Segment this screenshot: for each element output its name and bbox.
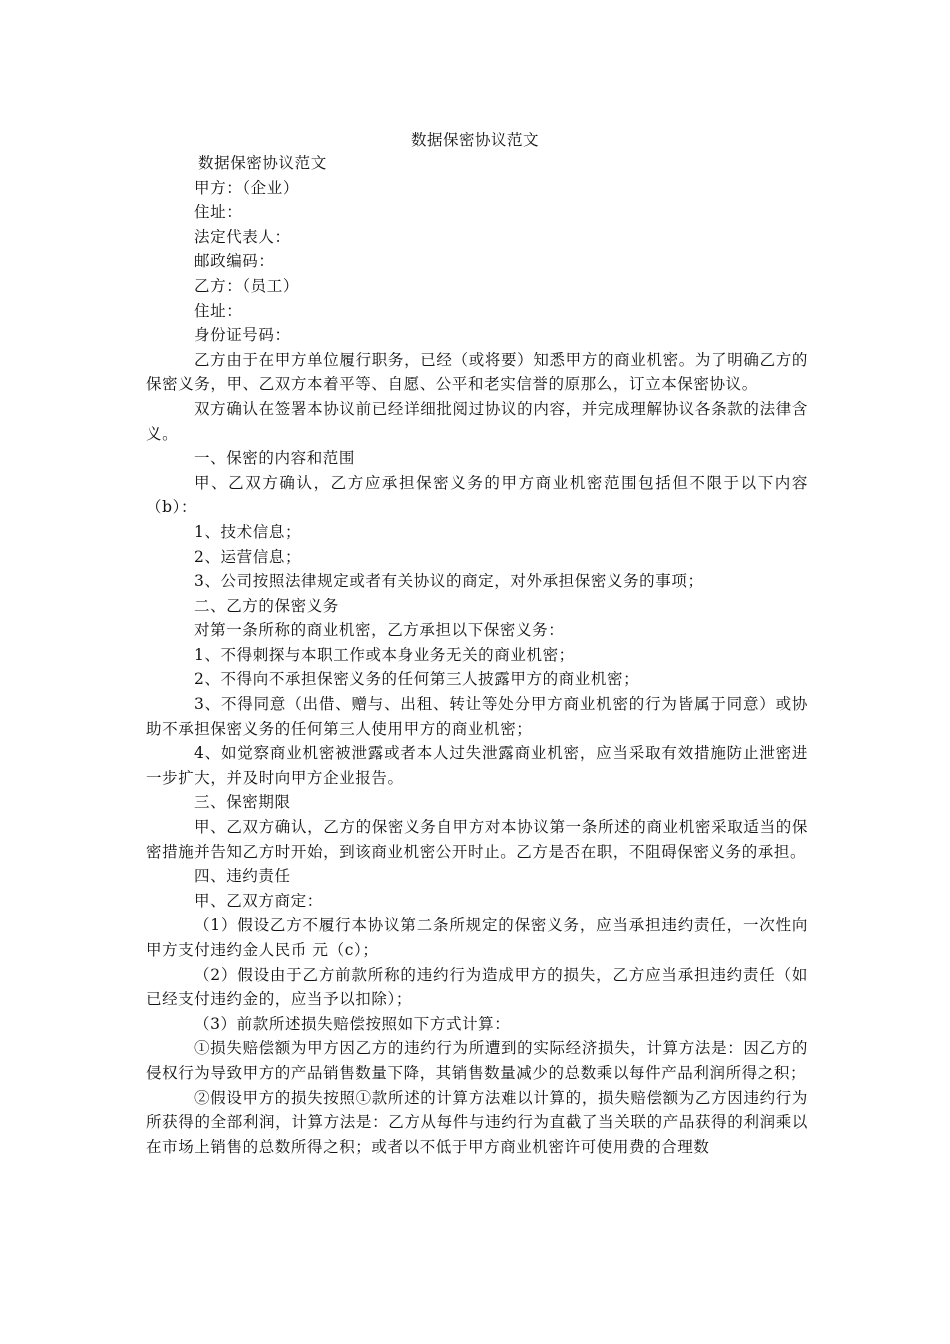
paragraph: 2、不得向不承担保密义务的任何第三人披露甲方的商业机密；	[194, 670, 640, 689]
paragraph: 1、技术信息；	[194, 522, 302, 541]
paragraph: 三、保密期限	[194, 793, 291, 812]
paragraph: 一、保密的内容和范围	[194, 449, 356, 468]
document-body	[146, 151, 808, 1159]
paragraph: 住址：	[194, 301, 243, 320]
paragraph: 甲、乙双方商定：	[194, 891, 323, 910]
paragraph: ②假设甲方的损失按照①款所述的计算方法难以计算的，损失赔偿额为乙方因违约行为所获得的全部利润，计算方法是：乙方从每件与违约行为直截了当关联的产品获得的利润乘以在市场上销售的总数所得之积；或者以不低于甲方商业机密许可使用费的合理数	[146, 1088, 808, 1156]
paragraph: 甲、乙双方确认，乙方的保密义务自甲方对本协议第一条所述的商业机密采取适当的保密措施并告知乙方时开始，到该商业机密公开时止。乙方是否在职，不阻碍保密义务的承担。	[146, 818, 808, 861]
paragraph: 身份证号码：	[194, 326, 291, 345]
paragraph: （2）假设由于乙方前款所称的违约行为造成甲方的损失，乙方应当承担违约责任（如已经支付违约金的，应当予以扣除）；	[146, 965, 808, 1009]
paragraph: 甲、乙双方确认，乙方应承担保密义务的甲方商业机密范围包括但不限于以下内容（b）：	[146, 473, 808, 517]
paragraph: 法定代表人：	[194, 227, 291, 246]
paragraph: 双方确认在签署本协议前已经详细批阅过协议的内容，并完成理解协议各条款的法律含义。	[146, 399, 808, 443]
paragraph: 1、不得刺探与本职工作或本身业务无关的商业机密；	[194, 645, 575, 664]
document-title: 数据保密协议范文	[410, 131, 539, 149]
paragraph: 3、不得同意（出借、赠与、出租、转让等处分甲方商业机密的行为皆属于同意）或协助不承担保密义务的任何第三人使用甲方的商业机密；	[146, 695, 808, 738]
paragraph: （1）假设乙方不履行本协议第二条所规定的保密义务，应当承担违约责任，一次性向甲方支付违约金人民币 元（c）；	[146, 916, 808, 959]
paragraph: 数据保密协议范文	[198, 154, 327, 172]
paragraph: 3、公司按照法律规定或者有关协议的商定，对外承担保密义务的事项；	[194, 572, 704, 591]
paragraph: （3）前款所述损失赔偿按照如下方式计算：	[194, 1014, 511, 1033]
paragraph: 二、乙方的保密义务	[194, 596, 339, 615]
paragraph: 乙方由于在甲方单位履行职务，已经（或将要）知悉甲方的商业机密。为了明确乙方的保密义务，甲、乙双方本着平等、自愿、公平和老实信誉的原那么，订立本保密协议。	[146, 350, 808, 394]
paragraph: ①损失赔偿额为甲方因乙方的违约行为所遭到的实际经济损失，计算方法是：因乙方的侵权行为导致甲方的产品销售数量下降，其销售数量减少的总数乘以每件产品利润所得之积；	[146, 1039, 808, 1082]
paragraph: 乙方：（员工）	[194, 276, 299, 295]
paragraph: 四、违约责任	[194, 867, 291, 886]
paragraph: 邮政编码：	[194, 252, 275, 271]
paragraph: 甲方：（企业）	[194, 178, 299, 197]
paragraph: 4、如觉察商业机密被泄露或者本人过失泄露商业机密，应当采取有效措施防止泄密进一步扩大，并及时向甲方企业报告。	[146, 744, 808, 787]
paragraph: 对第一条所称的商业机密，乙方承担以下保密义务：	[194, 621, 565, 640]
paragraph: 住址：	[194, 203, 243, 222]
paragraph: 2、运营信息；	[194, 547, 302, 566]
